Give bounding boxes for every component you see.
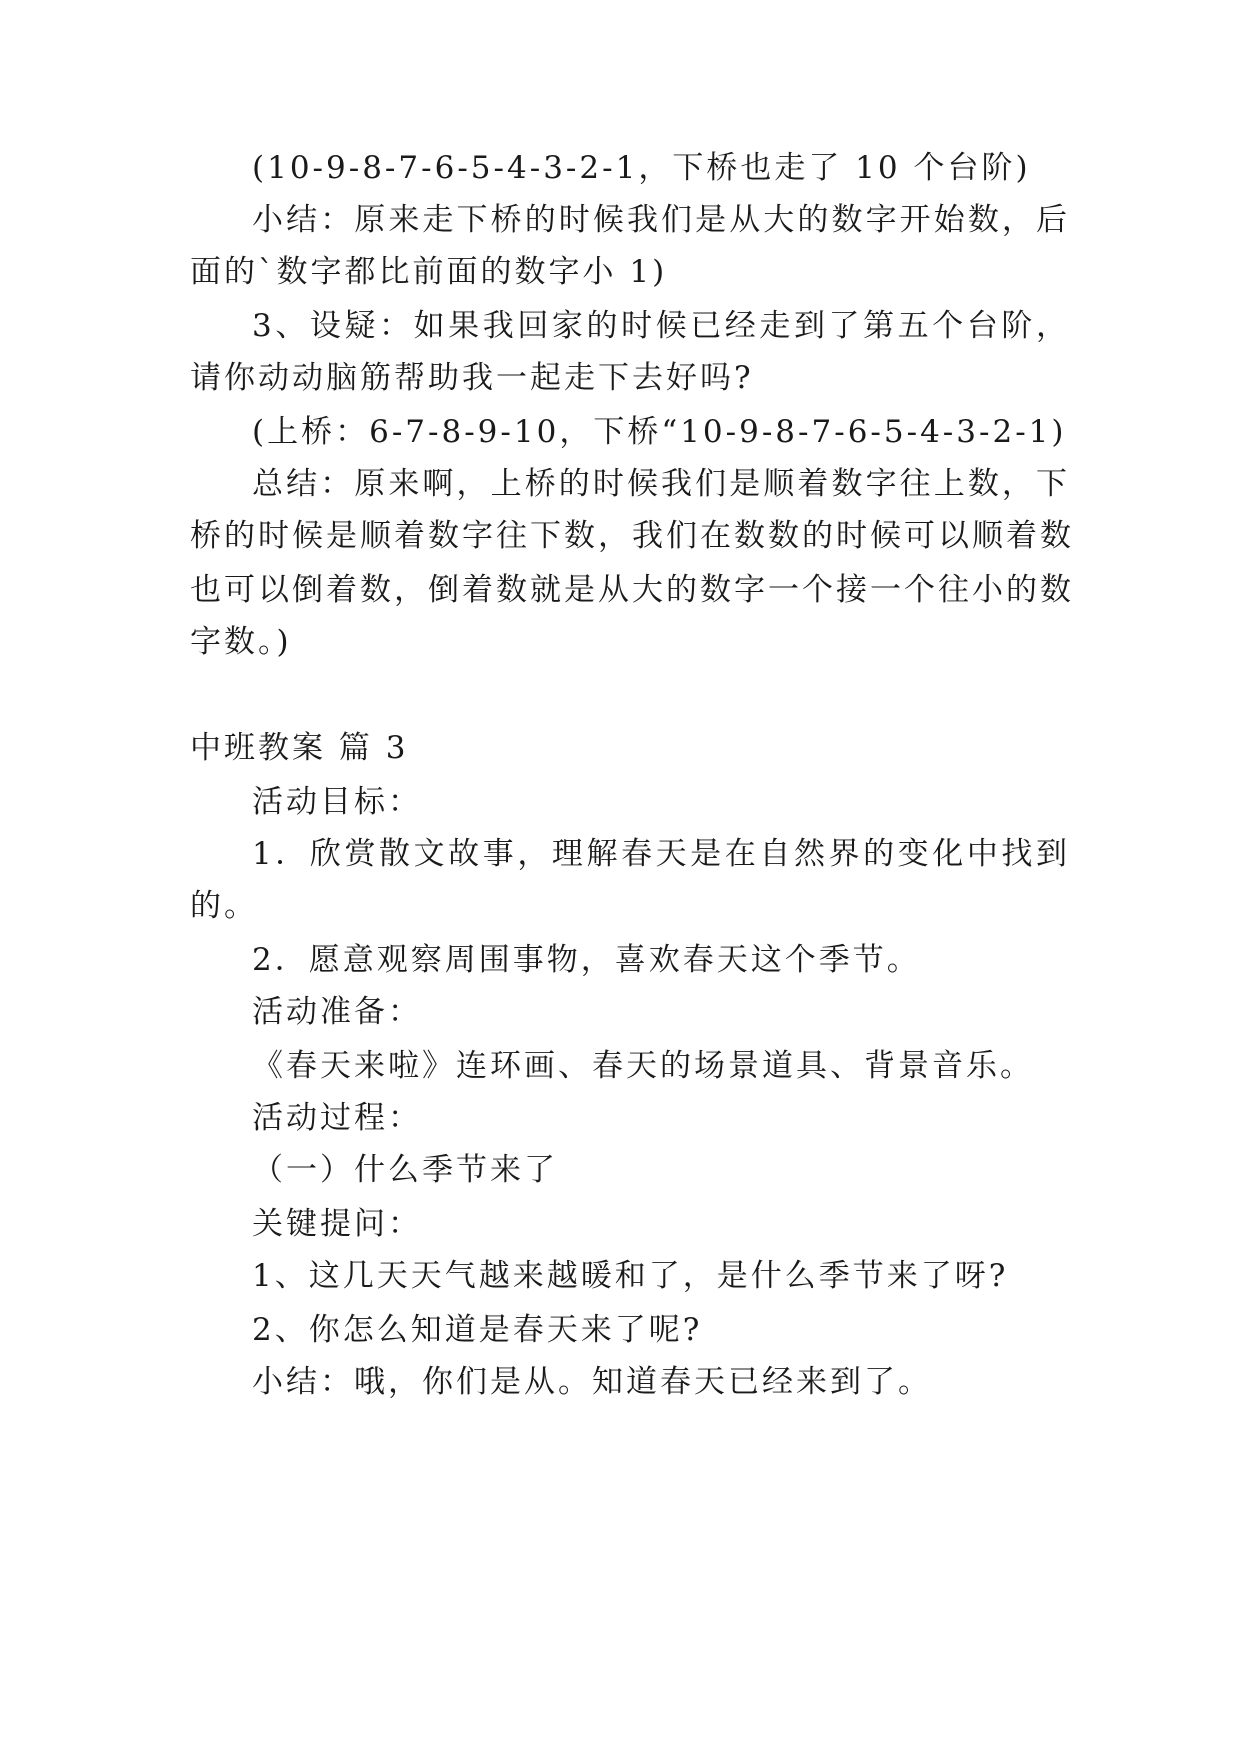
section-heading: 中班教案 篇 3 xyxy=(190,730,409,766)
paragraph-line: (10-9-8-7-6-5-4-3-2-1，下桥也走了 10 个台阶) xyxy=(252,150,1031,186)
paragraph-line: 活动目标： xyxy=(252,784,422,820)
paragraph-line: 面的`数字都比前面的数字小 1) xyxy=(190,254,668,290)
paragraph-line: 1、这几天天气越来越暖和了，是什么季节来了呀? xyxy=(252,1258,1009,1294)
paragraph-line: 2、你怎么知道是春天来了呢? xyxy=(252,1312,703,1348)
paragraph-line: 也可以倒着数，倒着数就是从大的数字一个接一个往小的数 xyxy=(190,572,1074,608)
paragraph-line: 小结：哦，你们是从。知道春天已经来到了。 xyxy=(252,1364,932,1400)
paragraph-line: 小结：原来走下桥的时候我们是从大的数字开始数，后 xyxy=(252,202,1070,238)
paragraph-line: 2．愿意观察周围事物，喜欢春天这个季节。 xyxy=(252,942,921,978)
paragraph-line: 1．欣赏散文故事，理解春天是在自然界的变化中找到 xyxy=(252,836,1070,872)
paragraph-line: 活动过程： xyxy=(252,1100,422,1136)
paragraph-line: 字数。) xyxy=(190,624,292,660)
paragraph-line: 总结：原来啊，上桥的时候我们是顺着数字往上数，下 xyxy=(252,466,1070,502)
paragraph-line: 的。 xyxy=(190,888,258,924)
paragraph-line: 《春天来啦》连环画、春天的场景道具、背景音乐。 xyxy=(252,1048,1034,1084)
paragraph-line: (上桥：6-7-8-9-10，下桥“10-9-8-7-6-5-4-3-2-1) xyxy=(252,414,1067,450)
paragraph-line: 桥的时候是顺着数字往下数，我们在数数的时候可以顺着数 xyxy=(190,518,1074,554)
paragraph-line: 关键提问： xyxy=(252,1206,422,1242)
paragraph-line: 3、设疑：如果我回家的时候已经走到了第五个台阶， xyxy=(252,308,1070,344)
paragraph-line: 请你动动脑筋帮助我一起走下去好吗? xyxy=(190,360,754,396)
paragraph-line: （一）什么季节来了 xyxy=(252,1152,558,1188)
paragraph-line: 活动准备： xyxy=(252,994,422,1030)
